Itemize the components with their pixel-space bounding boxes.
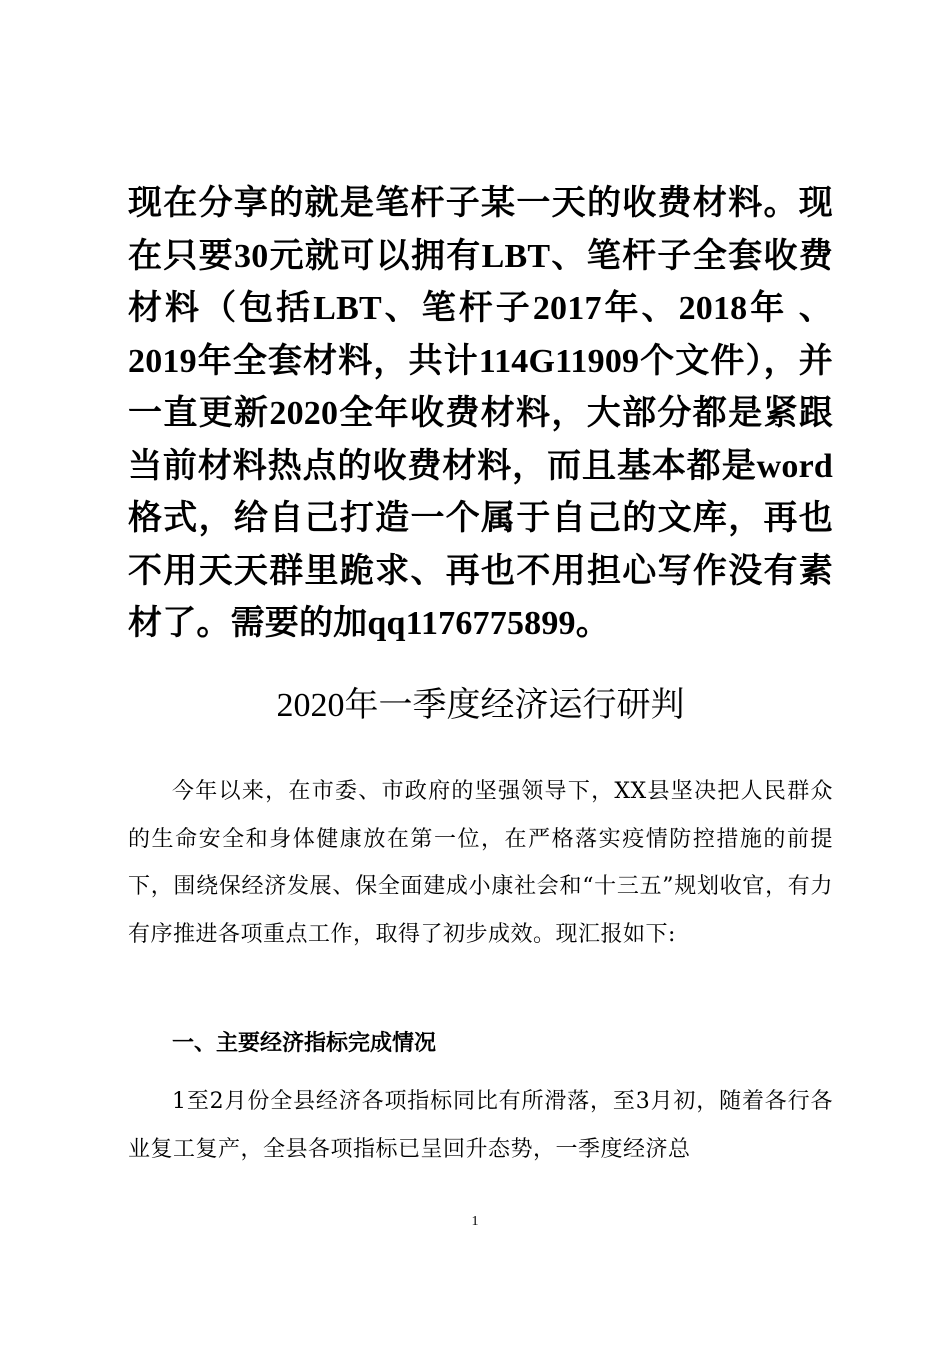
body-paragraph-indicators: 1至2月份全县经济各项指标同比有所滑落，至3月初，随着各行各业复工复产，全县各项指标已呈回升态势，一季度经济总 bbox=[128, 1089, 833, 1162]
page-number: 1 bbox=[471, 1214, 479, 1229]
promo-paragraph: 现在分享的就是笔杆子某一天的收费材料。现在只要30元就可以拥有LBT、笔杆子全套收费材料（包括LBT、笔杆子2017年、2018年 、2019年全套材料，共计114G11909个文件），并一直更新2020全年收费材料，大部分都是紧跟当前材料热点的收费材料，而且基本都是word格式，给自己打造一个属于自己的文库，再也不用天天群里跪求、再也不用担心写作没有素材了。需要的加qq1176775899。 bbox=[128, 185, 833, 642]
section-heading: 一、主要经济指标完成情况 bbox=[172, 1031, 437, 1056]
document-title: 2020年一季度经济运行研判 bbox=[276, 687, 685, 724]
body-paragraph-intro: 今年以来，在市委、市政府的坚强领导下，XX县坚决把人民群众的生命安全和身体健康放在第一位，在严格落实疫情防控措施的前提下，围绕保经济发展、保全面建成小康社会和“十三五”规划收官，有力有序推进各项重点工作，取得了初步成效。现汇报如下: bbox=[128, 779, 833, 947]
